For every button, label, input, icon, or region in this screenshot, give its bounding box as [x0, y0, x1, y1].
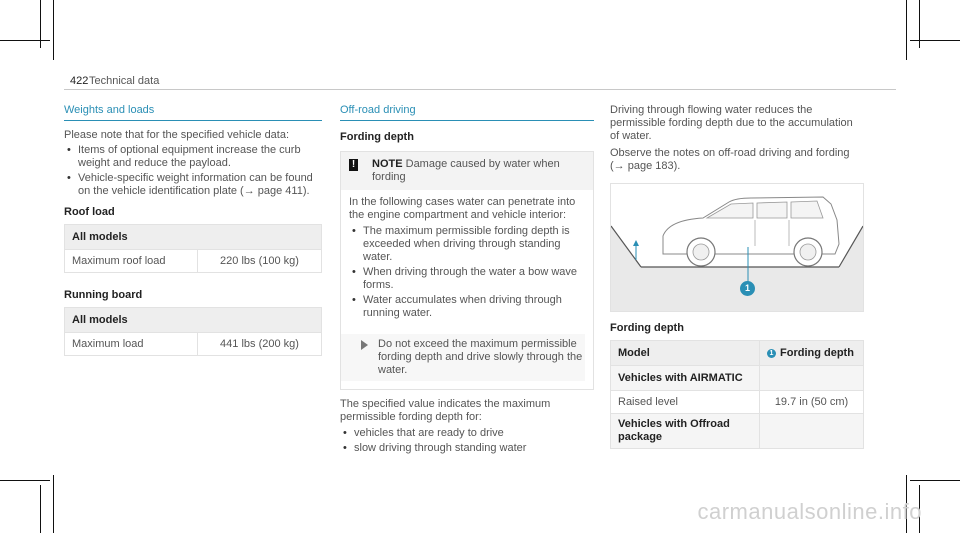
vehicle-fording-figure — [610, 183, 864, 312]
list-item: • slow driving through standing water — [340, 442, 594, 455]
callout-badge-icon: 1 — [767, 349, 776, 358]
list-item: • Vehicle-specific weight information can be found on the vehicle identification plate (→ page 411). — [64, 172, 322, 198]
crop-mark — [910, 40, 960, 41]
list-item: • The maximum permissible fording depth is exceeded when driving through standing water. — [349, 225, 585, 264]
section-title-offroad: Off-road driving — [340, 104, 594, 121]
flowing-water-text: Driving through flowing water reduces the permissible fording depth due to the accumulation of water. — [610, 104, 853, 142]
fording-depth-table — [610, 340, 864, 449]
middle-column — [340, 104, 594, 457]
watermark: carmanualsonline.info — [697, 499, 922, 524]
crop-mark — [0, 480, 50, 481]
header-divider — [64, 89, 896, 90]
table-cell-value: 19.7 in (50 cm) — [760, 391, 864, 414]
roof-load-table — [64, 224, 322, 273]
table-cell-empty — [760, 414, 864, 449]
page-number: 422 — [70, 75, 89, 87]
crop-mark — [906, 0, 907, 60]
table-cell-label: Maximum load — [65, 333, 198, 356]
table-row — [611, 391, 864, 414]
table-cell-label: Raised level — [611, 391, 760, 414]
crop-mark — [53, 475, 54, 533]
suv-water-illustration — [611, 184, 863, 311]
figure-callout-1: 1 — [740, 281, 755, 296]
crop-mark — [0, 40, 50, 41]
table-row — [611, 366, 864, 391]
table-cell-value: 441 lbs (200 kg) — [198, 333, 322, 356]
table-header: All models — [65, 225, 322, 250]
fording-depth-heading: Fording depth — [340, 131, 414, 143]
weights-bullets — [64, 144, 322, 198]
list-item: • When driving through the water a bow wave forms. — [349, 266, 585, 292]
right-column — [610, 104, 864, 449]
note-box — [340, 151, 594, 390]
table-header: All models — [65, 308, 322, 333]
note-action-text: Do not exceed the maximum permissible fording depth and drive slowly through the water. — [378, 338, 583, 376]
table-cell-group: Vehicles with Offroad package — [611, 414, 760, 449]
table-cell-value: 220 lbs (100 kg) — [198, 250, 322, 273]
running-board-table — [64, 307, 322, 356]
list-item: • Water accumulates when driving through running water. — [349, 294, 585, 320]
section-title-weights: Weights and loads — [64, 104, 322, 121]
note-text: Damage caused by water when fording — [372, 158, 560, 183]
crop-mark — [53, 0, 54, 60]
table-row — [65, 333, 322, 356]
left-column — [64, 104, 322, 356]
weights-intro: Please note that for the specified vehicle data: — [64, 129, 290, 141]
observe-notes-text: Observe the notes on off-road driving and fording (→ page 183). — [610, 147, 850, 172]
fording-table-title: Fording depth — [610, 322, 684, 334]
table-header-model: Model — [611, 341, 760, 366]
note-action — [341, 334, 585, 381]
table-cell-empty — [760, 366, 864, 391]
warning-icon: ! — [349, 159, 358, 171]
page-header-title: Technical data — [89, 75, 160, 87]
crop-mark — [910, 480, 960, 481]
note-header — [341, 152, 593, 190]
table-header-depth — [760, 341, 864, 366]
action-arrow-icon — [361, 340, 368, 350]
table-cell-group: Vehicles with AIRMATIC — [611, 366, 760, 391]
note-bullets — [349, 225, 585, 320]
table-row — [65, 250, 322, 273]
note-body-text: In the following cases water can penetrate into the engine compartment and vehicle interior: — [349, 196, 576, 221]
running-board-heading: Running board — [64, 289, 143, 301]
fording-after-text: The specified value indicates the maximum permissible fording depth for: — [340, 398, 551, 423]
note-title — [372, 158, 585, 184]
note-label: NOTE — [372, 158, 403, 170]
note-body — [341, 190, 593, 328]
list-item: • Items of optional equipment increase the curb weight and reduce the payload. — [64, 144, 322, 170]
table-row — [611, 414, 864, 449]
list-item: • vehicles that are ready to drive — [340, 427, 594, 440]
crop-mark — [40, 485, 41, 533]
fording-after-bullets — [340, 427, 594, 455]
table-cell-label: Maximum roof load — [65, 250, 198, 273]
roof-load-heading: Roof load — [64, 206, 115, 218]
table-header-depth-label: Fording depth — [780, 347, 854, 359]
